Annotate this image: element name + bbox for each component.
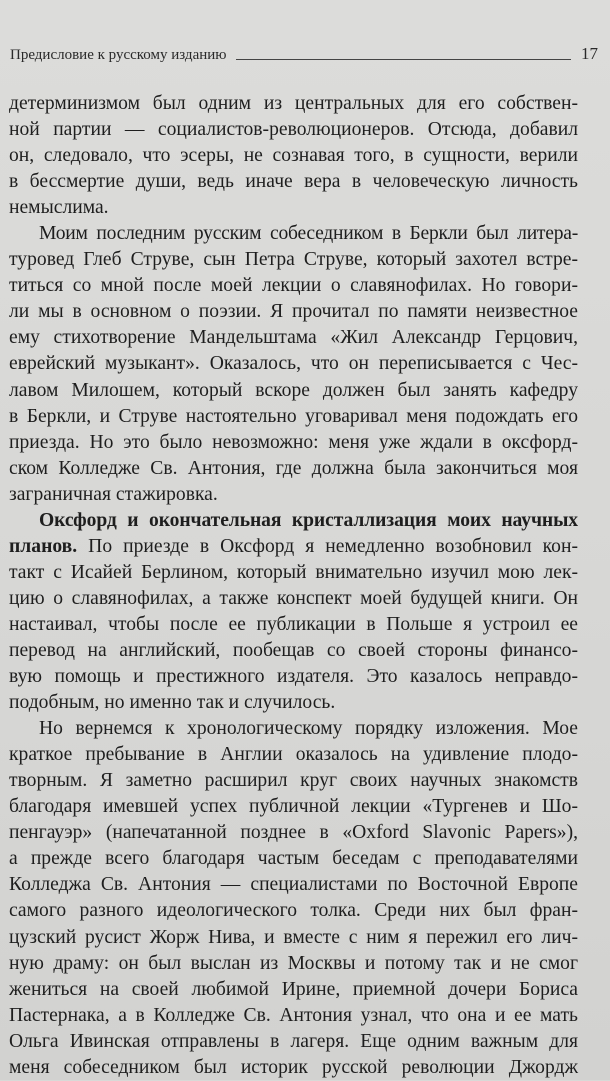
text-line: Ольга Ивинская отправлены в лагеря. Еще одним важным для — [9, 1030, 578, 1052]
text-line: заграничная стажировка. — [9, 483, 218, 505]
text-line: пенгауэр» (напечатанной позднее в «Oxford Slavonic Papers»), — [9, 822, 578, 844]
paragraph-3 — [9, 508, 578, 716]
text-line: ском Колледже Св. Антония, где должна была закончиться моя — [9, 457, 578, 479]
text-line: перевод на английский, пообещав со своей стороны финансо- — [9, 639, 578, 661]
text-line: ли мы в основном о поэзии. Я прочитал по памяти неизвестное — [9, 301, 578, 323]
header-rule — [236, 59, 571, 60]
running-header — [10, 44, 598, 64]
text-fragment: По приезде в Оксфорд я немедленно возобновил кон- — [77, 535, 578, 557]
text-line: ему стихотворение Мандельштама «Жил Александр Герцович, — [9, 327, 578, 349]
text-line: благодаря имевшей успех публичной лекции «Тургенев и Шо- — [9, 796, 578, 818]
paragraph-1 — [9, 91, 578, 221]
text-line: такт с Исайей Берлином, который внимательно изучил мою лек- — [9, 561, 578, 583]
text-line: настаивал, чтобы после ее публикации в Польше я устроил ее — [9, 613, 578, 635]
text-line: немыслима. — [9, 197, 109, 219]
page-number: 17 — [581, 44, 598, 63]
text-line: приезда. Но это было невозможно: меня уже ждали в оксфорд- — [9, 431, 578, 453]
text-line: цузский русист Жорж Нива, и вместе с ним я пережил его лич- — [9, 926, 578, 948]
text-line: лавом Милошем, который вскоре должен был занять кафедру — [9, 379, 578, 401]
text-line: а прежде всего благодаря частым беседам с преподавателями — [9, 848, 578, 870]
text-line: еврейский музыкант». Оказалось, что он переписывается с Чес- — [9, 353, 578, 375]
text-line: в Беркли, и Струве настоятельно уговаривал меня подождать его — [9, 405, 578, 427]
text-line: подобным, но именно так и случилось. — [9, 692, 336, 714]
text-line: Моим последним русским собеседником в Беркли был литера- — [39, 223, 578, 245]
section-heading-end: планов. — [9, 535, 78, 557]
body-text — [9, 91, 578, 1081]
paragraph-2 — [9, 221, 578, 508]
section-heading: Оксфорд и окончательная кристаллизация моих научных — [39, 509, 578, 531]
text-line: Пастернака, а в Колледже Св. Антония узнал, что она и ее мать — [9, 1004, 578, 1026]
text-line: вую помощь и престижного издателя. Это казалось неправдо- — [9, 666, 578, 688]
text-line: Но вернемся к хронологическому порядку изложения. Мое — [39, 718, 578, 740]
text-line — [9, 534, 578, 560]
text-line — [9, 508, 578, 534]
text-line: цию о славянофилах, а также конспект моей будущей книги. Он — [9, 587, 578, 609]
text-line: Колледжа Св. Антония — специалистами по Восточной Европе — [9, 874, 578, 896]
paragraph-4 — [9, 716, 578, 1081]
text-line: жениться на своей любимой Ирине, приемной дочери Бориса — [9, 978, 578, 1000]
chapter-title: Предисловие к русскому изданию — [10, 47, 227, 63]
text-line: самого разного идеологического толка. Среди них был фран- — [9, 900, 578, 922]
text-line: титься со мной после моей лекции о славянофилах. Но говори- — [9, 275, 578, 297]
text-line: он, следовало, что эсеры, не сознавая того, в сущности, верили — [9, 145, 578, 167]
text-line: ной партии — социалистов-революционеров. Отсюда, добавил — [9, 119, 578, 141]
text-line: творным. Я заметно расширил круг своих научных знакомств — [9, 770, 578, 792]
text-line: детерминизмом был одним из центральных для его собствен- — [9, 93, 578, 114]
text-line: в бессмертие души, ведь иначе вера в человеческую личность — [9, 171, 578, 193]
text-line: краткое пребывание в Англии оказалось на удивление плодо- — [9, 744, 578, 766]
text-line: ную драму: он был выслан из Москвы и потому так и не смог — [9, 952, 578, 974]
text-line: туровед Глеб Струве, сын Петра Струве, который захотел встре- — [9, 249, 578, 271]
text-line: меня собеседником был историк русской революции Джордж — [9, 1056, 578, 1078]
